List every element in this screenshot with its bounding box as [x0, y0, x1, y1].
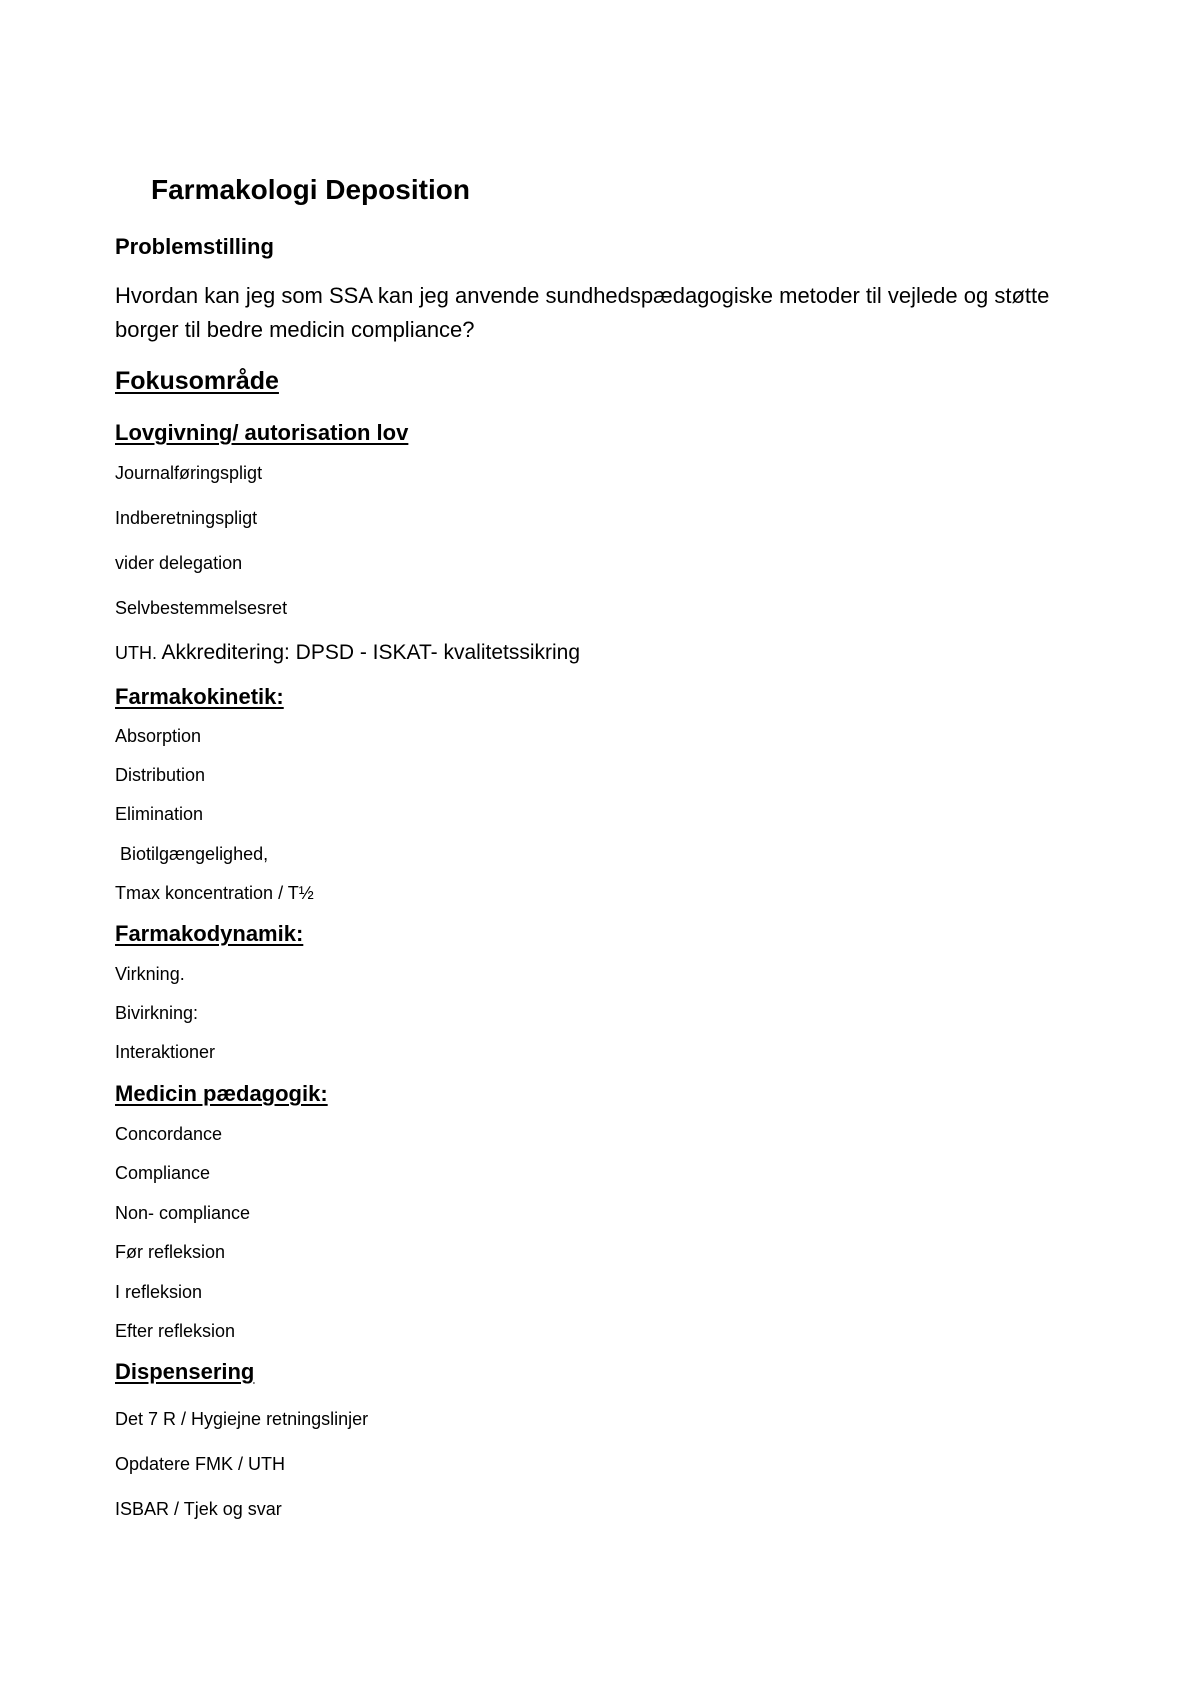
- list-item: I refleksion: [115, 1282, 203, 1302]
- list-item: Journalføringspligt: [115, 463, 263, 483]
- list-item: Indberetningspligt: [115, 508, 258, 528]
- list-item: Compliance: [115, 1163, 211, 1183]
- focus-heading: Fokusområde: [115, 367, 279, 395]
- list-item: Absorption: [115, 726, 202, 746]
- list-item: Før refleksion: [115, 1242, 226, 1262]
- problem-heading: Problemstilling: [115, 234, 274, 259]
- list-item: Biotilgængelighed,: [115, 844, 269, 864]
- list-item: Opdatere FMK / UTH: [115, 1454, 286, 1474]
- section-heading-medicin-paedagogik: Medicin pædagogik:: [115, 1081, 328, 1106]
- akkreditering-text: Akkreditering: DPSD - ISKAT- kvalitetssikring: [161, 641, 581, 664]
- akkreditering-prefix: UTH.: [115, 643, 157, 663]
- list-item: Interaktioner: [115, 1042, 216, 1062]
- list-item: Bivirkning:: [115, 1003, 199, 1023]
- list-item: Non- compliance: [115, 1203, 251, 1223]
- list-item: Efter refleksion: [115, 1321, 236, 1341]
- section-heading-dispensering: Dispensering: [115, 1359, 255, 1384]
- list-item: Selvbestemmelsesret: [115, 598, 288, 618]
- document-title: Farmakologi Deposition: [151, 174, 470, 205]
- list-item: Virkning.: [115, 964, 185, 984]
- list-item-akkreditering: [115, 641, 580, 665]
- list-item: Concordance: [115, 1124, 223, 1144]
- section-heading-farmakokinetik: Farmakokinetik:: [115, 684, 284, 709]
- section-heading-farmakodynamik: Farmakodynamik:: [115, 921, 304, 946]
- problem-text: Hvordan kan jeg som SSA kan jeg anvende sundhedspædagogiske metoder til vejlede og støtte borger til bedre medicin compliance?: [115, 283, 1050, 342]
- list-item: Det 7 R / Hygiejne retningslinjer: [115, 1409, 369, 1429]
- list-item: Tmax koncentration / T½: [115, 883, 314, 903]
- section-heading-lovgivning: Lovgivning/ autorisation lov: [115, 420, 409, 445]
- list-item: vider delegation: [115, 553, 243, 573]
- list-item: ISBAR / Tjek og svar: [115, 1499, 282, 1519]
- list-item: Elimination: [115, 804, 204, 824]
- list-item: Distribution: [115, 765, 206, 785]
